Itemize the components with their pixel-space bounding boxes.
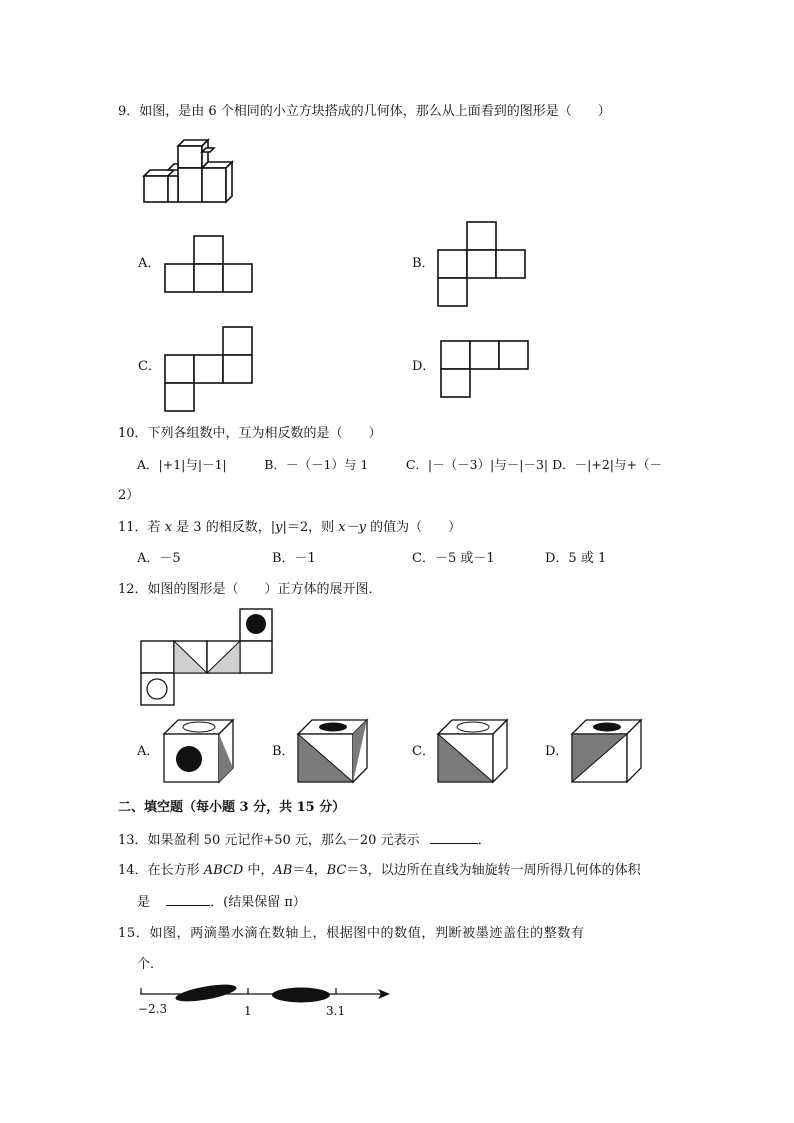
q12-option-b-cube <box>297 719 369 783</box>
q11-stem-mid1: 是 3 的相反数，| <box>172 520 276 535</box>
q12-option-a-cube <box>163 719 235 783</box>
tick-label-neg-2-3: −2.3 <box>138 1002 168 1016</box>
q10-options-wrap: 2） <box>118 488 140 503</box>
q11-var-x: x <box>164 520 173 535</box>
q9-option-c-figure <box>165 326 255 412</box>
q14-prefix: 14．在长方形 <box>118 863 204 878</box>
q10-stem: 10．下列各组数中，互为相反数的是（ ） <box>118 426 382 441</box>
q11-option-a: A．－5 <box>137 551 181 566</box>
q9-option-d-label: D． <box>412 359 436 374</box>
q9-option-d-figure <box>441 340 531 398</box>
tick-label-1: 1 <box>244 1004 252 1018</box>
q12-option-d-label: D． <box>545 744 569 759</box>
q12-option-c-cube <box>437 719 509 783</box>
q14-rect: ABCD <box>203 863 244 878</box>
q14-ab: AB <box>273 863 293 878</box>
section2-heading: 二、填空题（每小题 3 分，共 15 分） <box>118 800 346 815</box>
q12-cube-net <box>140 608 275 706</box>
q11-var-y: y <box>275 520 283 535</box>
q11-expr: x－y <box>338 520 366 535</box>
q14-answer-blank[interactable] <box>166 894 210 906</box>
ink-blot-left <box>174 981 237 1005</box>
q14-bc: BC <box>326 863 347 878</box>
q11-stem-suffix: 的值为（ ） <box>365 520 462 535</box>
q12-option-a-label: A． <box>137 744 160 759</box>
ink-blot-right <box>272 988 330 1003</box>
q14-line2-suffix: ．(结果保留 π） <box>210 895 306 910</box>
tick-label-3-1: 3.1 <box>326 1004 346 1018</box>
q11-stem-prefix: 11．若 <box>118 520 165 535</box>
q14-mid2: ＝4， <box>292 863 327 878</box>
q10-options: A．|+1|与|－1| B．－（－1）与 1 C．|－（－3）|与－|－3| D．－|+2|与+（－ <box>137 457 662 472</box>
q15-number-line <box>138 980 398 1020</box>
q13-stem: 13．如果盈利 50 元记作+50 元，那么－20 元表示 <box>118 833 420 848</box>
q12-option-d-cube <box>571 719 643 783</box>
q13-end: ． <box>477 833 491 848</box>
q12-option-c-label: C． <box>412 744 435 759</box>
q11-stem-mid2: |＝2，则 <box>282 520 339 535</box>
q9-option-a-label: A． <box>138 256 161 271</box>
q11-option-d: D．5 或 1 <box>545 551 607 566</box>
q11-option-b: B．－1 <box>272 551 316 566</box>
q14-line2 <box>137 894 306 911</box>
q9-option-b-label: B． <box>412 256 435 271</box>
q9-solid-figure <box>140 134 240 206</box>
q14-line2-prefix: 是 <box>137 895 151 910</box>
q12-option-b-label: B． <box>272 744 295 759</box>
q11-stem <box>118 520 461 536</box>
q9-stem: 9．如图，是由 6 个相同的小立方块搭成的几何体，那么从上面看到的图形是（ ） <box>118 104 611 119</box>
q11-option-c: C．－5 或－1 <box>412 551 495 566</box>
q9-option-c-label: C． <box>138 359 161 374</box>
q14-mid3: ＝3，以边所在直线为轴旋转一周所得几何体的体积 <box>346 863 641 878</box>
q13-line <box>118 832 491 849</box>
q15-line2: 个． <box>137 957 164 972</box>
q12-stem: 12．如图的图形是（ ）正方体的展开图． <box>118 582 382 597</box>
q15-line1: 15．如图，两滴墨水滴在数轴上，根据图中的数值，判断被墨迹盖住的整数有 <box>118 926 585 941</box>
q14-mid1: 中， <box>243 863 274 878</box>
q13-answer-blank[interactable] <box>430 832 478 844</box>
q14-line1 <box>118 863 641 879</box>
q9-option-b-figure <box>438 221 528 307</box>
q9-option-a-figure <box>165 235 255 293</box>
